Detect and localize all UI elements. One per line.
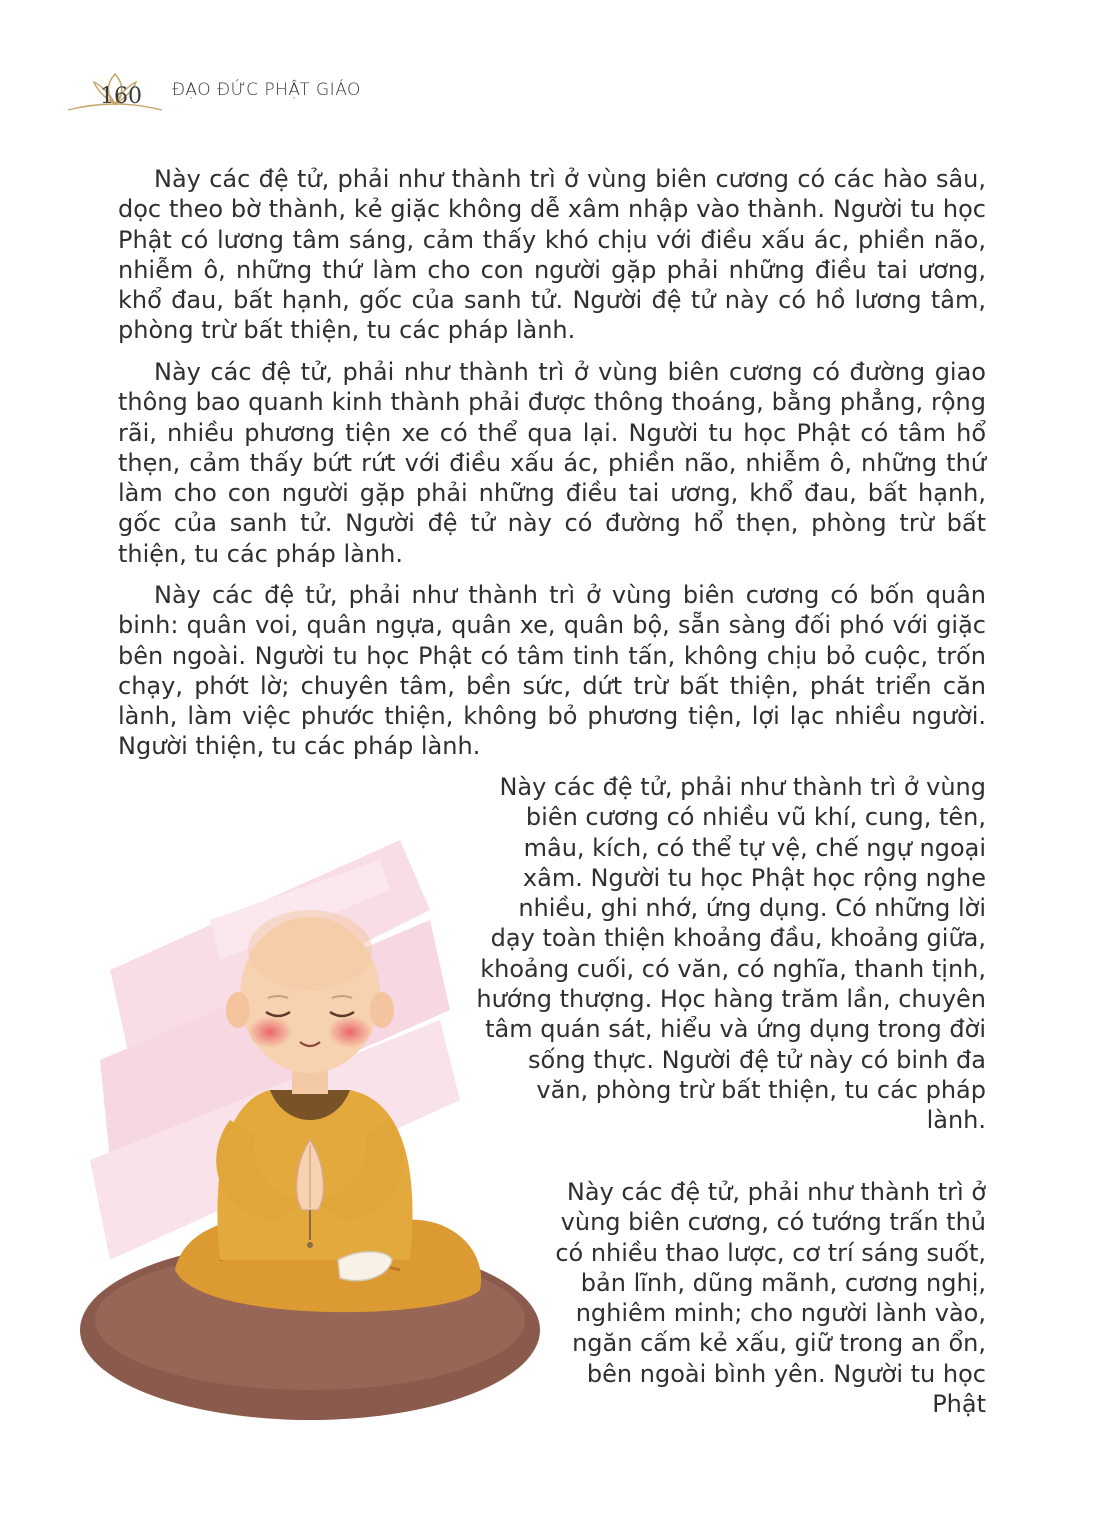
paragraph-4: Này các đệ tử, phải như thành trì ở vùng biên cương có nhiều vũ khí, cung, tên, mâu, kích, có thể tự vệ, chế ngự ngoại xâm. Người tu học Phật học rộng nghe nhiều, ghi nhớ, ứng dụng. Có những lời dạy toàn thiện khoảng đầu, khoảng giữa, khoảng cuối, có văn, có nghĩa, thanh tịnh, hướng thượng. Học hàng trăm lần, chuyên tâm quán sát, hiểu và ứng dụng trong đời sống thực. Người đệ tử này có binh đa văn, phòng trừ bất thiện, tu các pháp lành. [476,773,986,1135]
paragraph-2: Này các đệ tử, phải như thành trì ở vùng biên cương có đường giao thông bao quanh kinh thành phải được thông thoáng, bằng phẳng, rộng rãi, nhiều phương tiện xe có thể qua lại. Người tu học Phật có tâm hổ thẹn, cảm thấy bứt rứt với điều xấu ác, phiền não, nhiễm ô, những thứ làm cho con người gặp phải những điều tai ương, khổ đau, bất hạnh, gốc của sanh tử. Người đệ tử này có đường hổ thẹn, phòng trừ bất thiện, tu các pháp lành. [118,358,986,568]
paragraph-3: Này các đệ tử, phải như thành trì ở vùng biên cương có bốn quân binh: quân voi, quân ngựa, quân xe, quân bộ, sẵn sàng đối phó với giặc bên ngoài. Người tu học Phật có tâm tinh tấn, không chịu bỏ cuộc, trốn chạy, phớt lờ; chuyên tâm, bền sức, dứt trừ bất thiện, phát triển căn lành, làm việc phước thiện, không bỏ phương tiện, lợi lạc nhiều người. Người thiện, tu các pháp lành. [118,581,986,761]
page-number: 160 [100,84,142,109]
page-header [60,68,560,118]
book-title: ĐẠO ĐỨC PHẬT GIÁO [172,80,361,100]
paragraph-5: Này các đệ tử, phải như thành trì ở vùng biên cương, có tướng trấn thủ có nhiều thao lược, cơ trí sáng suốt, bản lĩnh, dũng mãnh, cương nghị, nghiêm minh; cho người lành vào, ngăn cấm kẻ xấu, giữ trong an ổn, bên ngoài bình yên. Người tu học Phật [555,1178,986,1419]
meditating-monk-illustration-icon [70,800,550,1420]
paragraph-1: Này các đệ tử, phải như thành trì ở vùng biên cương có các hào sâu, dọc theo bờ thành, kẻ giặc không dễ xâm nhập vào thành. Người tu học Phật có lương tâm sáng, cảm thấy khó chịu với điều xấu ác, phiền não, nhiễm ô, những thứ làm cho con người gặp phải những điều tai ương, khổ đau, bất hạnh, gốc của sanh tử. Người đệ tử này có hồ lương tâm, phòng trừ bất thiện, tu các pháp lành. [118,165,986,345]
